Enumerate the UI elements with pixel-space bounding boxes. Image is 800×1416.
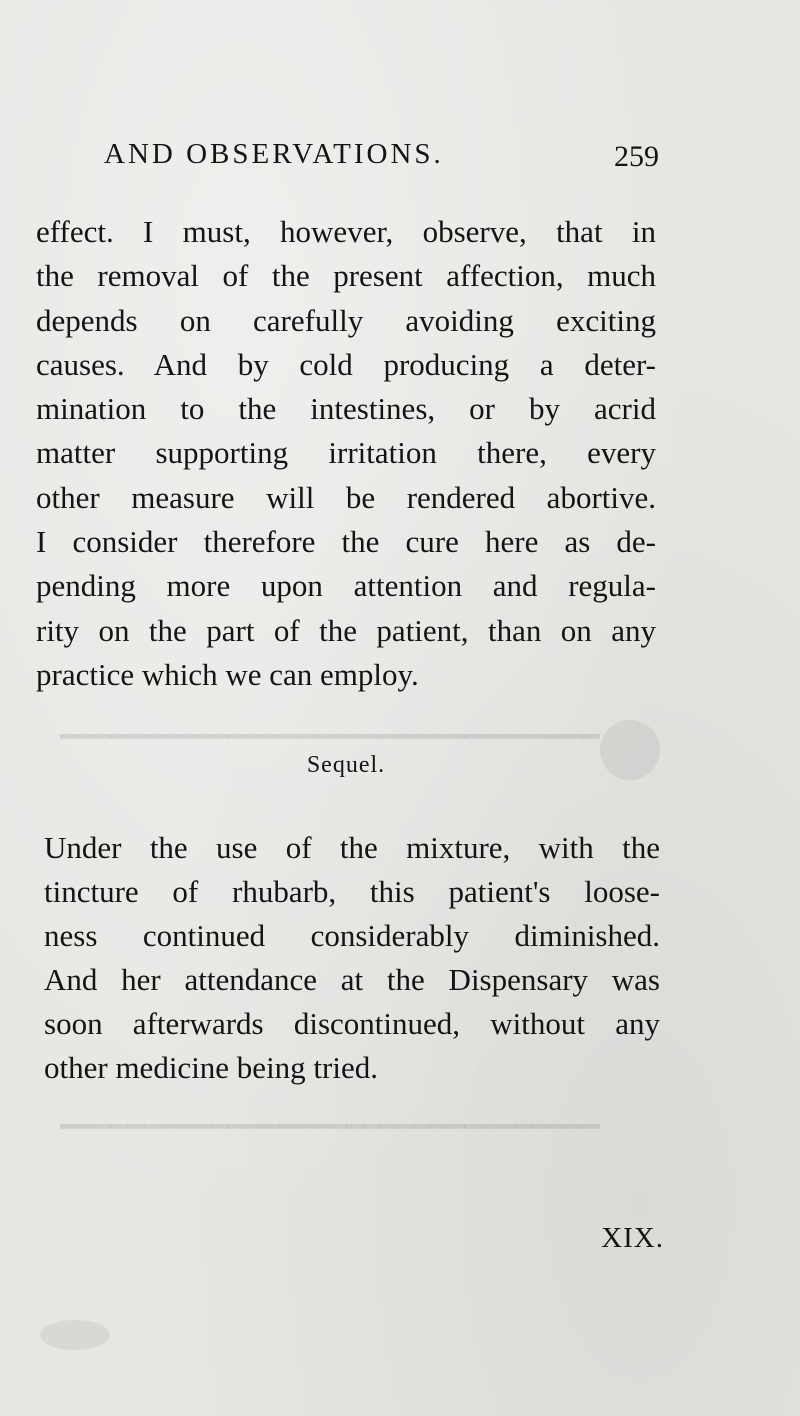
paragraph-one <box>36 210 656 697</box>
running-title: AND OBSERVATIONS. <box>104 138 444 170</box>
running-head <box>104 138 659 186</box>
text-line: effect. I must, however, observe, that in <box>36 214 656 249</box>
text-line: I consider therefore the cure here as de- <box>36 524 656 560</box>
paper-smudge <box>40 1320 110 1350</box>
paragraph-two <box>44 826 660 1090</box>
text-line: other medicine being tried. <box>44 1050 378 1085</box>
bleed-through-shadow: ━━━━━━━━━━━━━━━━━━━━━━━━━━━━━━━━ <box>60 722 600 753</box>
bleed-through-shadow: ━━━━━━━━━━━━━━━━━━━━━━━━━━━━━━━━ <box>60 1112 600 1143</box>
text-line: tincture of rhubarb, this patient's loose- <box>44 874 660 909</box>
text-line: soon afterwards discontinued, without any <box>44 1006 660 1041</box>
text-line: rity on the part of the patient, than on any <box>36 612 656 648</box>
text-line: mination to the intestines, or by acrid <box>36 391 656 427</box>
text-line: causes. And by cold producing a deter- <box>36 346 656 382</box>
text-line: ness continued considerably diminished. <box>44 918 660 953</box>
text-line: Under the use of the mixture, with the <box>44 830 660 865</box>
text-line: And her attendance at the Dispensary was <box>44 962 660 997</box>
text-line: practice which we can employ. <box>36 656 419 692</box>
text-line: other measure will be rendered abortive. <box>36 479 656 515</box>
section-heading: Sequel. <box>306 752 386 778</box>
text-line: the removal of the present affection, much <box>36 258 656 294</box>
text-line: depends on carefully avoiding exciting <box>36 302 656 338</box>
page-number: 259 <box>614 140 659 173</box>
text-line: matter supporting irritation there, every <box>36 435 656 471</box>
text-line: pending more upon attention and regula- <box>36 568 656 604</box>
catchword: XIX. <box>601 1222 664 1254</box>
